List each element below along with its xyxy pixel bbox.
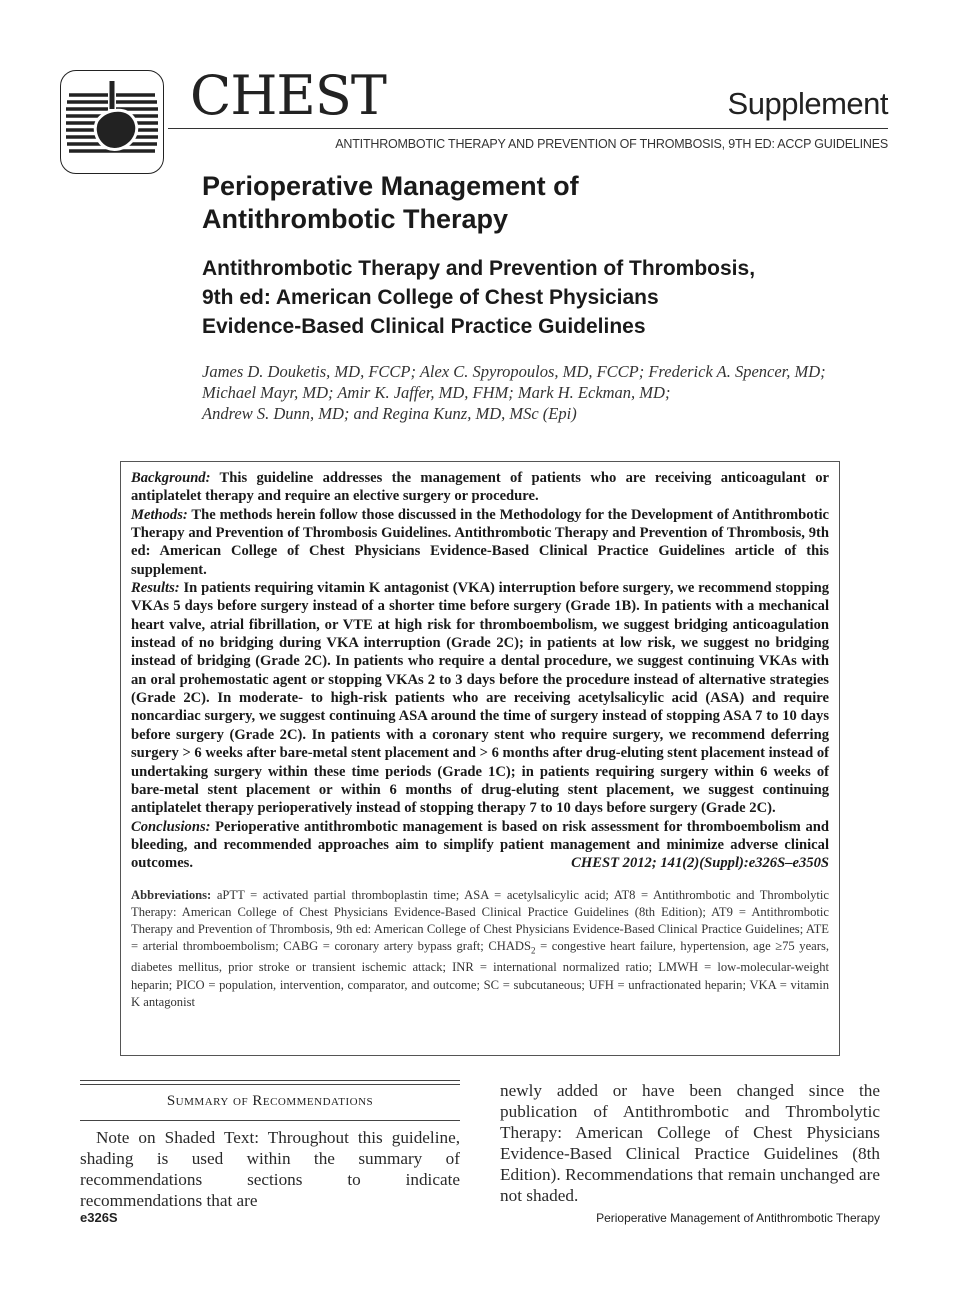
- chest-logo: [60, 70, 164, 174]
- background-label: Background:: [131, 470, 211, 486]
- authors-line: James D. Douketis, MD, FCCP; Alex C. Spyropoulos, MD, FCCP; Frederick A. Spencer, MD;: [202, 362, 826, 381]
- supplement-label: Supplement: [727, 86, 888, 121]
- abstract-body: [131, 469, 829, 873]
- running-title: Perioperative Management of Antithrombotic Therapy: [596, 1211, 880, 1225]
- methods-text: The methods herein follow those discussed in the Methodology for the Development of Antithrombotic Therapy and Prevention of Thrombosis Guidelines. Antithrombotic Therapy and Prevention of Thrombosis, 9th ed: American College of Chest Physicians Evidence-Based Clinical Practice Guidelines article of this supplement.: [131, 506, 829, 578]
- methods-label: Methods:: [131, 506, 188, 523]
- section-rule-top: [80, 1080, 460, 1081]
- article-title: [202, 170, 902, 236]
- abbreviations-subscript: 2: [531, 945, 536, 956]
- results-label: Results:: [131, 580, 180, 597]
- authors-line: Andrew S. Dunn, MD; and Regina Kunz, MD, MSc (Epi): [202, 404, 577, 423]
- article-subtitle: [202, 254, 922, 341]
- section-rule-bottom: [80, 1120, 460, 1121]
- title-line: Perioperative Management of: [202, 171, 579, 201]
- subtitle-line: Evidence-Based Clinical Practice Guidelines: [202, 315, 646, 338]
- abbreviations-label: Abbreviations:: [131, 887, 212, 902]
- section-rule-top-2: [80, 1084, 460, 1085]
- header-rule: [168, 128, 888, 129]
- body-column-right: newly added or have been changed since the publication of Antithrombotic and Thrombolytic Therapy: American College of Chest Physicians Evidence-Based Clinical Practice Guidelines (8th Edition). Recommendations that remain unchanged are not shaded.: [500, 1081, 880, 1205]
- lungs-heart-icon: [61, 71, 163, 173]
- subtitle-line: Antithrombotic Therapy and Prevention of Thrombosis,: [202, 257, 756, 280]
- abbreviations: [131, 887, 829, 1011]
- authors-line: Michael Mayr, MD; Amir K. Jaffer, MD, FHM; Mark H. Eckman, MD;: [202, 383, 671, 402]
- series-title: ANTITHROMBOTIC THERAPY AND PREVENTION OF THROMBOSIS, 9TH ED: ACCP GUIDELINES: [335, 137, 888, 151]
- abbreviations-text: aPTT = activated partial thromboplastin time; ASA = acetylsalicylic acid; AT8 = Antithrombotic and Thrombolytic Therapy: American College of Chest Physicians Evidence-Based Clinical Practice Guidelines (8th Edition); AT9 = Antithrombotic Therapy and Prevention of Thrombosis, 9th ed: American College of Chest Physicians Evidence-Based Clinical Practice Guidelines; ATE = arterial thromboembolism; CABG = coronary artery bypass graft; CHADS: [131, 887, 829, 953]
- body-column-left: Note on Shaded Text: Throughout this guideline, shading is used within the summary of recommendations sections to indicate recommendations that are: [80, 1128, 460, 1210]
- conclusions-label: Conclusions:: [131, 818, 211, 835]
- conclusions-text: Perioperative antithrombotic management is based on risk assessment for thromboembolism and bleeding, and recommended approaches aim to simplify patient management and minimize adverse clinical outcomes.: [131, 818, 829, 872]
- results-text: In patients requiring vitamin K antagonist (VKA) interruption before surgery, we recommend stopping VKAs 5 days before surgery instead of a shorter time before surgery (Grade 1B). In patients with a mechanical heart valve, atrial fibrillation, or VTE at high risk for thromboembolism, we suggest bridging anticoagulation instead of no bridging during VKA interruption (Grade 2C); in patients at low risk, we suggest no bridging instead of bridging (Grade 2C). In patients who require a dental procedure, we suggest continuing VKAs with an oral prohemostatic agent or stopping VKAs 2 to 3 days before the procedure instead of alternative strategies (Grade 2C). In moderate- to high-risk patients who are receiving acetylsalicylic acid (ASA) and require noncardiac surgery, we suggest continuing ASA around the time of surgery instead of stopping ASA 7 to 10 days before surgery (Grade 2C). In patients with a coronary stent who require surgery, we recommend deferring surgery > 6 weeks after bare-metal stent placement and > 6 months after drug-eluting stent placement instead of undertaking surgery within these time periods (Grade 1C); in patients requiring surgery within 6 weeks of bare-metal stent placement or within 6 months of drug-eluting stent placement, we suggest continuing antiplatelet therapy perioperatively instead of stopping therapy 7 to 10 days before surgery (Grade 2C).: [131, 580, 829, 817]
- journal-name: CHEST: [190, 64, 386, 127]
- author-list: [202, 361, 892, 424]
- subtitle-line: 9th ed: American College of Chest Physicians: [202, 286, 659, 309]
- background-text: This guideline addresses the management of patients who are receiving anticoagulant or antiplatelet therapy and require an elective surgery or procedure.: [131, 470, 829, 505]
- section-heading: Summary of Recommendations: [166, 1093, 374, 1109]
- title-line: Antithrombotic Therapy: [202, 204, 509, 234]
- abbreviations-text: = congestive heart failure, hypertension, age ≥75 years, diabetes mellitus, prior stroke or transient ischemic attack; INR = international normalized ratio; LMWH = low-molecular-weight heparin; PICO = population, intervention, comparator, and outcome; SC = subcutaneous; UFH = unfractionated heparin; VKA = vitamin K antagonist: [131, 938, 829, 1009]
- page-number: e326S: [80, 1210, 118, 1225]
- abstract-box: [120, 461, 840, 1056]
- citation: CHEST 2012; 141(2)(Suppl):e326S–e350S: [571, 855, 829, 872]
